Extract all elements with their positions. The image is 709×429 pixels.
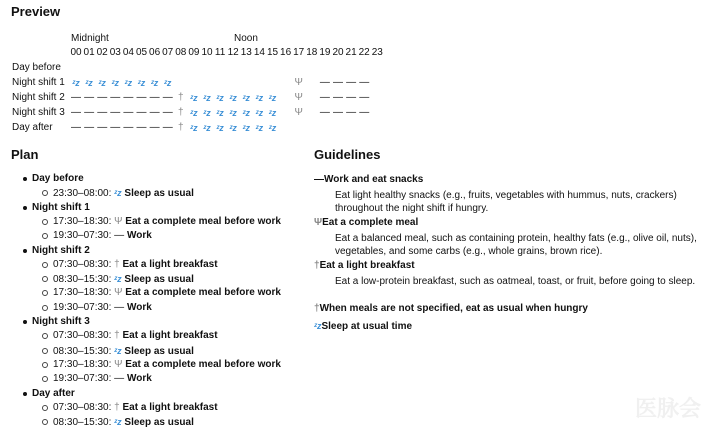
preview-row-label: Day after xyxy=(12,122,53,133)
plan-item-time: 08:30–15:30: xyxy=(53,345,115,357)
fork-knife-icon: Ψ xyxy=(294,107,303,118)
preview-cell xyxy=(109,77,121,90)
preview-cell xyxy=(122,92,134,104)
work-dash-icon: — xyxy=(97,122,108,133)
plan-item xyxy=(53,402,218,414)
sub-bullet-icon xyxy=(42,376,48,382)
hour-label: 18 xyxy=(306,47,318,58)
sleep-icon: ᶻz xyxy=(229,93,237,103)
sleep-icon: ᶻz xyxy=(111,78,120,88)
work-dash-icon: — xyxy=(123,107,134,118)
sleep-icon: ᶻz xyxy=(242,93,251,103)
work-dash-icon: — xyxy=(71,92,81,103)
plan-item-text: Work xyxy=(124,373,152,385)
guideline-body: Eat a balanced meal, such as containing protein, healthy fats (e.g., olive oil, nuts), vegetables, and some carbs (e.g., whole grains, brown rice). xyxy=(335,233,697,257)
preview-cell xyxy=(253,107,265,120)
hour-label: 04 xyxy=(122,47,134,58)
sleep-icon: ᶻz xyxy=(229,108,237,118)
sub-bullet-icon xyxy=(42,290,48,296)
preview-cell xyxy=(162,107,174,119)
preview-cell xyxy=(332,77,344,89)
work-dash-icon: — xyxy=(110,92,121,103)
preview-cell xyxy=(214,122,226,135)
preview-row-label: Night shift 1 xyxy=(12,77,65,88)
sub-bullet-icon xyxy=(42,333,48,339)
preview-cell xyxy=(214,107,226,120)
work-dash-icon: — xyxy=(71,107,81,118)
plan-day-label: Night shift 1 xyxy=(32,201,90,213)
preview-cell xyxy=(332,107,344,119)
sleep-icon: ᶻz xyxy=(150,78,159,88)
work-dash-icon: — xyxy=(149,107,160,118)
guideline-body: Eat a low-protein breakfast, such as oatmeal, toast, or fruit, before going to sleep. xyxy=(335,276,696,287)
sub-bullet-icon xyxy=(42,405,48,411)
hour-label: 05 xyxy=(135,47,148,58)
preview-cell xyxy=(96,92,108,104)
sleep-icon: ᶻz xyxy=(114,188,122,199)
sub-bullet-icon xyxy=(42,276,48,282)
preview-cell xyxy=(188,122,200,135)
work-dash-icon: — xyxy=(123,92,134,103)
bullet-icon xyxy=(23,392,27,396)
work-dash-icon: — xyxy=(110,107,121,118)
work-dash-icon: — xyxy=(359,77,370,88)
guideline-heading-text: Sleep at usual time xyxy=(321,321,413,332)
sleep-icon: ᶻz xyxy=(85,78,93,88)
preview-cell xyxy=(358,107,370,119)
sleep-icon: ᶻz xyxy=(72,78,80,88)
work-dash-icon: — xyxy=(123,122,134,133)
preview-cell xyxy=(149,92,161,104)
plan-item xyxy=(53,259,218,271)
plan-item xyxy=(53,216,281,228)
plan-day-label: Night shift 3 xyxy=(32,316,90,327)
preview-cell xyxy=(293,92,305,104)
preview-cell xyxy=(240,122,252,135)
work-dash-icon: — xyxy=(84,122,95,133)
plan-item-time: 19:30–07:30: xyxy=(53,373,115,385)
sleep-icon: ᶻz xyxy=(255,93,264,103)
hour-label: 01 xyxy=(83,47,95,58)
sleep-icon: ᶻz xyxy=(216,123,224,133)
hour-label: 20 xyxy=(332,47,344,58)
hour-label: 00 xyxy=(70,47,82,58)
preview-row-label: Night shift 3 xyxy=(12,107,65,118)
preview-cell xyxy=(70,77,82,90)
work-dash-icon: — xyxy=(71,122,81,133)
hour-label: 03 xyxy=(109,47,121,58)
preview-cell xyxy=(188,107,200,120)
preview-cell xyxy=(319,107,331,119)
preview-cell xyxy=(83,107,95,119)
work-dash-icon: — xyxy=(136,122,147,133)
work-dash-icon: — xyxy=(84,107,95,118)
work-dash-icon: — xyxy=(136,92,147,103)
preview-cell xyxy=(149,122,161,134)
hour-label: 08 xyxy=(175,47,187,58)
fork-knife-icon: Ψ xyxy=(114,215,123,227)
preview-cell xyxy=(345,92,357,104)
preview-title: Preview xyxy=(11,4,61,19)
hour-label: 12 xyxy=(227,47,239,58)
preview-cell xyxy=(149,77,161,90)
plan-item-text: Eat a complete meal before work xyxy=(122,287,281,299)
watermark-logo: 医脉会 xyxy=(634,396,701,421)
plan-day-label: Day before xyxy=(32,173,84,184)
work-dash-icon: — xyxy=(149,122,160,133)
plan-item xyxy=(53,273,194,286)
hour-label: 07 xyxy=(162,47,174,58)
work-dash-icon: — xyxy=(319,92,330,103)
sleep-icon: ᶻz xyxy=(203,108,211,118)
sleep-icon: ᶻz xyxy=(98,78,106,88)
guideline-heading xyxy=(314,174,423,186)
preview-cell xyxy=(201,107,213,120)
work-dash-icon: — xyxy=(333,77,343,88)
hour-label: 19 xyxy=(319,47,331,58)
preview-cell xyxy=(96,122,108,134)
plan-item xyxy=(53,302,152,314)
work-dash-icon: — xyxy=(333,107,343,118)
preview-cell xyxy=(96,77,108,90)
plan-item xyxy=(53,359,281,371)
sleep-icon: ᶻz xyxy=(268,108,277,118)
plan-item-time: 17:30–18:30: xyxy=(53,287,115,299)
hour-label: 10 xyxy=(201,47,213,58)
work-dash-icon: — xyxy=(110,122,121,133)
preview-cell xyxy=(83,92,95,104)
preview-cell xyxy=(96,107,108,119)
preview-cell xyxy=(201,92,213,105)
preview-cell xyxy=(227,92,239,105)
sleep-icon: ᶻz xyxy=(242,108,251,118)
spoon-icon: † xyxy=(178,122,184,133)
sleep-icon: ᶻz xyxy=(203,123,211,133)
work-dash-icon: — xyxy=(114,301,125,313)
work-dash-icon: — xyxy=(359,107,370,118)
preview-cell xyxy=(83,77,95,90)
guideline-heading-text: Eat a light breakfast xyxy=(319,260,415,271)
preview-cell xyxy=(122,77,134,90)
preview-cell xyxy=(175,122,187,134)
spoon-icon: † xyxy=(114,330,120,342)
noon-label: Noon xyxy=(234,33,258,44)
work-dash-icon: — xyxy=(84,92,95,103)
work-dash-icon: — xyxy=(97,107,108,118)
plan-item xyxy=(53,373,152,385)
guideline-heading xyxy=(314,320,412,333)
plan-item-text: Eat a light breakfast xyxy=(119,330,218,342)
preview-cell xyxy=(109,92,121,104)
hour-label: 09 xyxy=(188,47,200,58)
midnight-label: Midnight xyxy=(71,33,109,44)
hour-label: 23 xyxy=(371,47,383,58)
work-dash-icon: — xyxy=(114,373,125,385)
plan-item xyxy=(53,230,152,242)
work-dash-icon: — xyxy=(97,92,108,103)
hour-label: 11 xyxy=(214,47,226,58)
sleep-icon: ᶻz xyxy=(255,108,264,118)
preview-cell xyxy=(109,107,121,119)
sleep-icon: ᶻz xyxy=(190,93,198,103)
preview-cell xyxy=(175,107,187,119)
guideline-body: Eat light healthy snacks (e.g., fruits, vegetables with hummus, nuts, crackers) throughout the night shift if hungry. xyxy=(335,190,677,214)
sleep-icon: ᶻz xyxy=(314,321,322,331)
hour-label: 15 xyxy=(266,47,279,58)
plan-item-text: Work xyxy=(124,230,152,242)
preview-cell xyxy=(293,107,305,119)
plan-item-text: Sleep as usual xyxy=(121,188,194,200)
preview-cell xyxy=(345,77,357,89)
spoon-icon: † xyxy=(314,260,320,271)
preview-cell xyxy=(136,77,148,90)
hour-label: 02 xyxy=(96,47,108,58)
hour-label: 14 xyxy=(253,47,265,58)
preview-cell xyxy=(319,92,331,104)
sub-bullet-icon xyxy=(42,219,48,225)
plan-item xyxy=(53,330,218,342)
sleep-icon: ᶻz xyxy=(124,78,133,88)
sleep-icon: ᶻz xyxy=(114,417,122,428)
preview-cell xyxy=(83,122,95,134)
spoon-icon: † xyxy=(114,258,120,270)
hour-label: 21 xyxy=(345,47,357,58)
plan-day-label: Night shift 2 xyxy=(32,244,90,256)
preview-cell xyxy=(136,122,148,134)
sub-bullet-icon xyxy=(42,348,48,354)
preview-row-label: Day before xyxy=(12,62,61,73)
preview-cell xyxy=(240,107,252,120)
plan-item-text: Sleep as usual xyxy=(121,274,194,286)
plan-item-text: Eat a light breakfast xyxy=(119,258,218,270)
preview-cell xyxy=(122,107,134,119)
sleep-icon: ᶻz xyxy=(216,108,224,118)
sub-bullet-icon xyxy=(42,190,48,196)
sub-bullet-icon xyxy=(42,233,48,239)
sub-bullet-icon xyxy=(42,305,48,311)
spoon-icon: † xyxy=(314,303,320,314)
sleep-icon: ᶻz xyxy=(216,93,224,103)
hour-label: 22 xyxy=(358,47,370,58)
spoon-icon: † xyxy=(178,107,184,118)
work-dash-icon: — xyxy=(319,77,330,88)
preview-cell xyxy=(267,92,279,105)
plan-item-time: 19:30–07:30: xyxy=(53,301,115,313)
bullet-icon xyxy=(23,177,27,181)
plan-item-time: 17:30–18:30: xyxy=(53,358,115,370)
sub-bullet-icon xyxy=(42,262,48,268)
work-dash-icon: — xyxy=(136,107,147,118)
bullet-icon xyxy=(23,320,27,324)
plan-item-time: 08:30–15:30: xyxy=(53,417,115,429)
plan-item-text: Eat a complete meal before work xyxy=(122,215,281,227)
preview-cell xyxy=(70,107,82,119)
guideline-heading-text: When meals are not specified, eat as usual when hungry xyxy=(319,303,588,314)
plan-day-label: Day after xyxy=(32,387,75,399)
preview-cell xyxy=(109,122,121,134)
preview-cell xyxy=(253,92,265,105)
sleep-icon: ᶻz xyxy=(190,123,198,133)
preview-cell xyxy=(162,92,174,104)
guideline-heading xyxy=(314,303,588,315)
preview-cell xyxy=(175,92,187,104)
work-dash-icon: — xyxy=(333,92,343,103)
spoon-icon: † xyxy=(178,92,184,103)
sleep-icon: ᶻz xyxy=(242,123,251,133)
work-dash-icon: — xyxy=(162,122,173,133)
sleep-icon: ᶻz xyxy=(203,93,211,103)
plan-item-text: Sleep as usual xyxy=(121,345,194,357)
hour-label: 17 xyxy=(293,47,305,58)
sleep-icon: ᶻz xyxy=(268,93,277,103)
fork-knife-icon: Ψ xyxy=(114,287,123,299)
fork-knife-icon: Ψ xyxy=(294,77,303,88)
preview-cell xyxy=(358,92,370,104)
preview-cell xyxy=(253,122,265,135)
preview-cell xyxy=(227,122,239,135)
preview-cell xyxy=(358,77,370,89)
hour-label: 13 xyxy=(240,47,252,58)
plan-item-time: 07:30–08:30: xyxy=(53,330,115,342)
plan-item-time: 19:30–07:30: xyxy=(53,230,115,242)
guideline-heading xyxy=(314,260,415,272)
sleep-icon: ᶻz xyxy=(114,274,122,285)
plan-item-text: Eat a light breakfast xyxy=(119,401,218,413)
preview-cell xyxy=(267,107,279,120)
bullet-icon xyxy=(23,249,27,253)
guideline-heading-text: Work and eat snacks xyxy=(324,174,424,185)
bullet-icon xyxy=(23,206,27,210)
plan-item-text: Eat a complete meal before work xyxy=(122,358,281,370)
sub-bullet-icon xyxy=(42,419,48,425)
preview-row-label: Night shift 2 xyxy=(12,92,65,103)
work-dash-icon: — xyxy=(319,107,330,118)
preview-cell xyxy=(267,122,279,135)
preview-cell xyxy=(345,107,357,119)
preview-cell xyxy=(240,92,252,105)
preview-cell xyxy=(201,122,213,135)
preview-cell xyxy=(188,92,200,105)
plan-item-time: 07:30–08:30: xyxy=(53,258,115,270)
fork-knife-icon: Ψ xyxy=(294,92,303,103)
guideline-heading-text: Eat a complete meal xyxy=(322,217,419,228)
preview-cell xyxy=(319,77,331,89)
work-dash-icon: — xyxy=(149,92,160,103)
plan-item xyxy=(53,345,194,358)
guidelines-title: Guidelines xyxy=(314,147,381,162)
work-dash-icon: — xyxy=(346,107,357,118)
sleep-icon: ᶻz xyxy=(268,123,277,133)
preview-cell xyxy=(214,92,226,105)
sub-bullet-icon xyxy=(42,362,48,368)
sleep-icon: ᶻz xyxy=(255,123,264,133)
plan-item-text: Sleep as usual xyxy=(121,417,194,429)
sleep-icon: ᶻz xyxy=(190,108,198,118)
work-dash-icon: — xyxy=(162,107,173,118)
plan-title: Plan xyxy=(11,147,39,162)
plan-item-time: 08:30–15:30: xyxy=(53,274,115,286)
preview-cell xyxy=(162,77,174,90)
preview-cell xyxy=(293,77,305,89)
work-dash-icon: — xyxy=(314,174,324,185)
preview-cell xyxy=(227,107,239,120)
plan-item xyxy=(53,187,194,200)
plan-item-time: 23:30–08:00: xyxy=(53,188,115,200)
plan-item xyxy=(53,287,281,299)
fork-knife-icon: Ψ xyxy=(114,358,123,370)
preview-cell xyxy=(122,122,134,134)
work-dash-icon: — xyxy=(162,92,173,103)
plan-item-text: Work xyxy=(124,301,152,313)
preview-cell xyxy=(162,122,174,134)
preview-cell xyxy=(149,107,161,119)
spoon-icon: † xyxy=(114,401,120,413)
sleep-icon: ᶻz xyxy=(114,345,122,356)
preview-cell xyxy=(70,122,82,134)
preview-cell xyxy=(70,92,82,104)
plan-item-time: 07:30–08:30: xyxy=(53,401,115,413)
sleep-icon: ᶻz xyxy=(229,123,237,133)
preview-cell xyxy=(136,107,148,119)
sleep-icon: ᶻz xyxy=(137,78,146,88)
preview-cell xyxy=(136,92,148,104)
preview-cell xyxy=(332,92,344,104)
work-dash-icon: — xyxy=(346,92,357,103)
fork-knife-icon: Ψ xyxy=(314,217,323,228)
work-dash-icon: — xyxy=(346,77,357,88)
work-dash-icon: — xyxy=(114,230,125,242)
work-dash-icon: — xyxy=(359,92,370,103)
plan-item xyxy=(53,416,194,429)
guideline-heading xyxy=(314,217,418,229)
sleep-icon: ᶻz xyxy=(163,78,172,88)
hour-label: 16 xyxy=(280,47,292,58)
plan-item-time: 17:30–18:30: xyxy=(53,215,115,227)
hour-label: 06 xyxy=(149,47,161,58)
